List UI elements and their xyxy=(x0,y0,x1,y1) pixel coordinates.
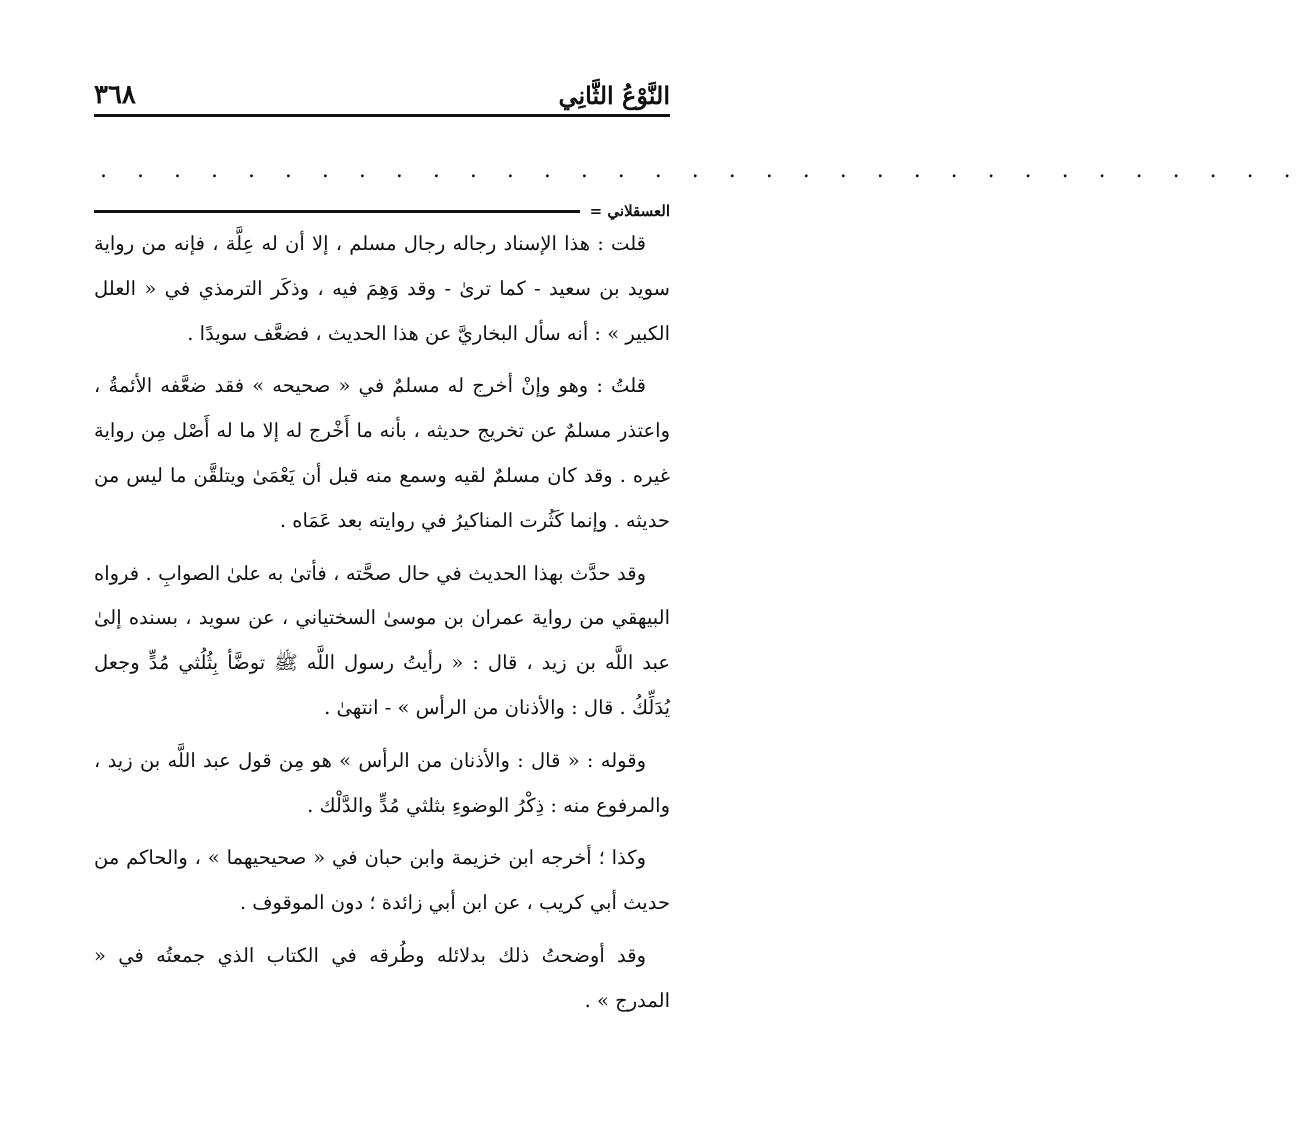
page-header xyxy=(94,70,670,110)
page-number: ٣٦٨ xyxy=(94,80,136,110)
commentary-label: العسقلاني = xyxy=(589,202,670,220)
commentary-rule xyxy=(94,210,580,213)
paragraph-4: وقوله : « قال : والأذنان من الرأس » هو مِن قول عبد اللَّه بن زيد ، والمرفوع منه : ذِكْرُ الوضوءِ بثلثي مُدٍّ والدَّلْك . xyxy=(94,748,670,817)
header-rule xyxy=(94,114,670,117)
body-text xyxy=(94,222,670,1032)
ellipsis-separator: . . . . . . . . . . . . . . . . . . . . . . . . . . . . . . . . . xyxy=(100,158,1302,183)
paragraph-5: وكذا ؛ أخرجه ابن خزيمة وابن حبان في « صحيحيهما » ، والحاكم من حديث أبي كريب ، عن ابن أبي زائدة ؛ دون الموقوف . xyxy=(94,846,670,915)
commentary-heading xyxy=(94,198,670,224)
paragraph-6: وقد أوضحتُ ذلك بدلائله وطُرقه في الكتاب الذي جمعتُه في « المدرج » . xyxy=(94,943,670,1012)
paragraph-3: وقد حدَّث بهذا الحديث في حال صحَّته ، فأتىٰ به علىٰ الصوابِ . فرواه البيهقي من رواية عمران بن موسىٰ السختياني ، عن سويد ، بسنده إلىٰ عبد اللَّه بن زيد ، قال : « رأيتُ رسول اللَّه ﷺ توضَّأ بِثُلُثي مُدٍّ وجعل يُدَلِّكُ . قال : والأذنان من الرأس » - انتهىٰ . xyxy=(94,561,670,719)
paragraph-2: قلتُ : وهو وإنْ أخرج له مسلمٌ في « صحيحه » فقد ضعَّفه الأئمةُ ، واعتذر مسلمٌ عن تخريج حديثه ، بأنه ما أَخْرج له إلا ما له أَصْل مِن رواية غيره . وقد كان مسلمٌ لقيه وسمع منه قبل أن يَعْمَىٰ ويتلقَّن ما ليس من حديثه . وإنما كَثُرت المناكيرُ في روايته بعد عَمَاه . xyxy=(94,374,670,532)
running-title: النَّوْعُ الثَّانِي xyxy=(558,81,670,110)
paragraph-1: قلت : هذا الإسناد رجاله رجال مسلم ، إلا أن له عِلَّة ، فإنه من رواية سويد بن سعيد - كما ترىٰ - وقد وَهِمَ فيه ، وذكَر الترمذي في « العلل الكبير » : أنه سأل البخاريَّ عن هذا الحديث ، فضعَّف سويدًا . xyxy=(94,232,670,345)
